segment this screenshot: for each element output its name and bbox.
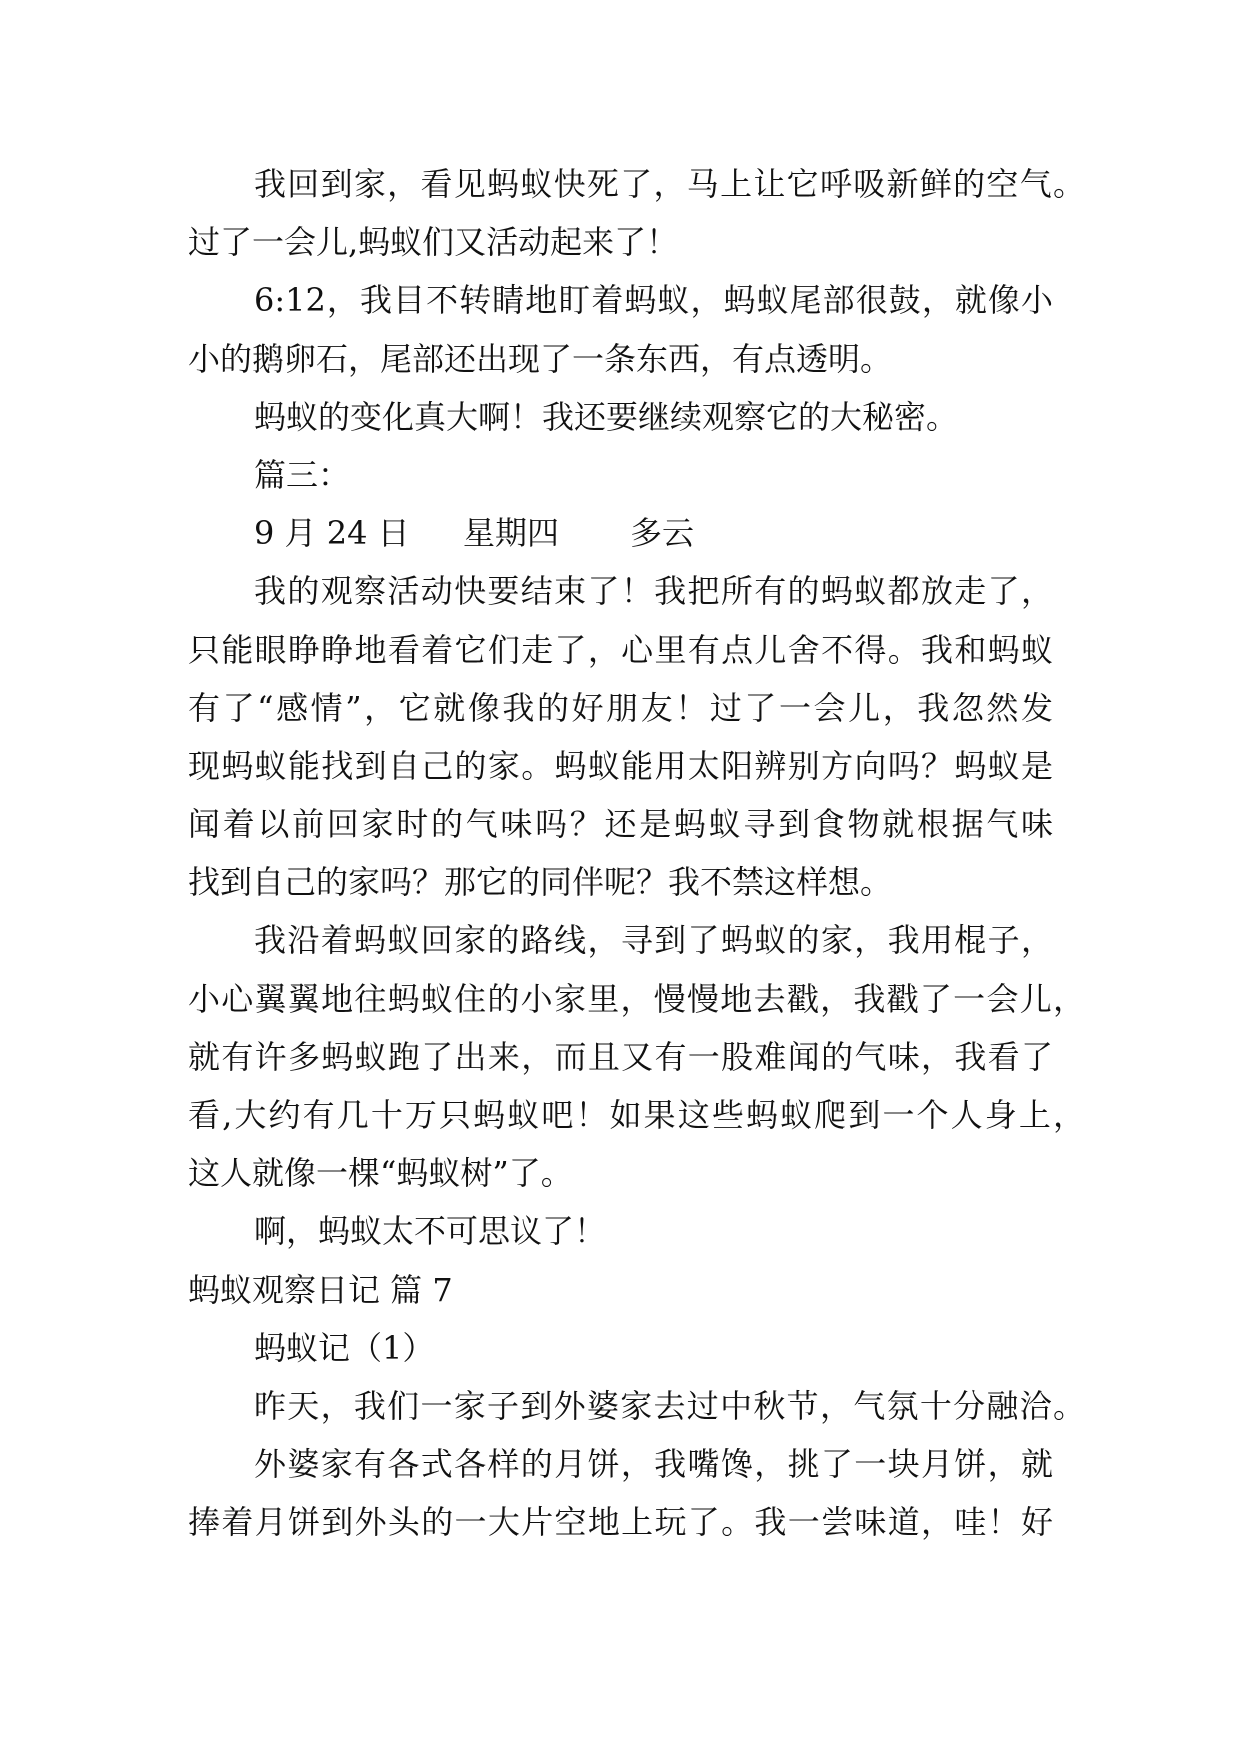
paragraph-line: 只能眼睁睁地看着它们走了，心里有点儿舍不得。我和蚂蚁 (188, 630, 1053, 669)
article-subtitle: 蚂蚁记（1） (254, 1328, 435, 1367)
document-body (188, 155, 1088, 1552)
section-heading: 篇三： (254, 455, 351, 494)
paragraph-line: 过了一会儿,蚂蚁们又活动起来了！ (188, 223, 679, 262)
paragraph-line: 昨天，我们一家子到外婆家去过中秋节，气氛十分融洽。 (254, 1386, 1085, 1425)
paragraph-line: 啊，蚂蚁太不可思议了！ (254, 1212, 607, 1251)
paragraph (188, 562, 1088, 911)
paragraph-line: 蚂蚁的变化真大啊！我还要继续观察它的大秘密。 (254, 397, 959, 436)
paragraph-line: 小的鹅卵石，尾部还出现了一条东西，有点透明。 (188, 339, 893, 378)
paragraph (188, 271, 1088, 387)
article-title: 蚂蚁观察日记 篇 7 (188, 1270, 453, 1309)
paragraph-line: 捧着月饼到外头的一大片空地上玩了。我一尝味道，哇！好 (188, 1503, 1053, 1542)
paragraph-line: 有了“感情”，它就像我的好朋友！过了一会儿，我忽然发 (188, 688, 1053, 727)
paragraph-line: 这人就像一棵“蚂蚁树”了。 (188, 1154, 573, 1193)
paragraph-line: 看,大约有几十万只蚂蚁吧！如果这些蚂蚁爬到一个人身上， (188, 1096, 1085, 1134)
paragraph (188, 1377, 1088, 1435)
paragraph-line: 外婆家有各式各样的月饼，我嘴馋，挑了一块月饼，就 (254, 1445, 1053, 1484)
paragraph-line: 我的观察活动快要结束了！我把所有的蚂蚁都放走了， (254, 572, 1053, 611)
paragraph-line: 6:12，我目不转睛地盯着蚂蚁，蚂蚁尾部很鼓，就像小 (254, 281, 1053, 320)
diary-date-line (188, 504, 1053, 562)
paragraph-line: 我回到家，看见蚂蚁快死了，马上让它呼吸新鲜的空气。 (254, 165, 1085, 203)
paragraph-line: 我沿着蚂蚁回家的路线，寻到了蚂蚁的家，我用棍子， (254, 921, 1053, 960)
paragraph-line: 现蚂蚁能找到自己的家。蚂蚁能用太阳辨别方向吗？蚂蚁是 (188, 746, 1053, 785)
paragraph (188, 911, 1088, 1202)
paragraph-line: 找到自己的家吗？那它的同伴呢？我不禁这样想。 (188, 863, 893, 902)
paragraph (188, 388, 1088, 446)
diary-weekday: 星期四 (463, 514, 560, 553)
paragraph-line: 闻着以前回家时的气味吗？还是蚂蚁寻到食物就根据气味 (188, 805, 1053, 844)
diary-date: 9 月 24 日 (254, 514, 410, 553)
paragraph (188, 1202, 1088, 1260)
diary-weather: 多云 (630, 514, 695, 553)
paragraph-line: 小心翼翼地往蚂蚁住的小家里，慢慢地去戳，我戳了一会儿， (188, 979, 1085, 1018)
paragraph-line: 就有许多蚂蚁跑了出来，而且又有一股难闻的气味，我看了 (188, 1037, 1053, 1076)
paragraph (188, 1435, 1088, 1551)
paragraph (188, 155, 1088, 271)
